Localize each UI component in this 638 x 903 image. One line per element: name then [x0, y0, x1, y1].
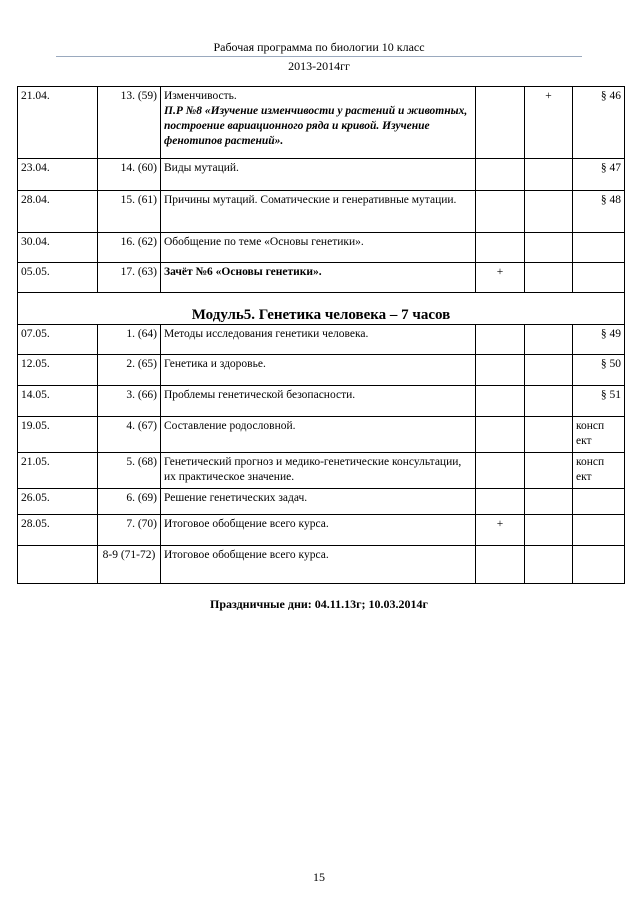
table-row	[18, 546, 625, 584]
table-row	[18, 233, 625, 263]
lesson-number: 7. (70)	[98, 515, 161, 546]
practical-mark	[525, 191, 573, 233]
lesson-number: 13. (59)	[98, 87, 161, 159]
lesson-number: 16. (62)	[98, 233, 161, 263]
control-mark	[476, 417, 525, 453]
practical-mark	[525, 386, 573, 417]
lesson-number: 2. (65)	[98, 355, 161, 386]
control-mark	[476, 546, 525, 584]
control-mark	[476, 233, 525, 263]
lesson-topic: Составление родословной.	[161, 417, 476, 453]
lesson-topic: Обобщение по теме «Основы генетики».	[161, 233, 476, 263]
control-mark	[476, 87, 525, 159]
textbook-paragraph: консп ект	[573, 453, 625, 489]
lesson-topic-text: Изменчивость.	[164, 90, 237, 102]
table-row	[18, 87, 625, 159]
control-mark: +	[476, 263, 525, 293]
lesson-topic: Зачёт №6 «Основы генетики».	[161, 263, 476, 293]
lesson-date	[18, 546, 98, 584]
practical-mark	[525, 233, 573, 263]
lesson-date: 07.05.	[18, 325, 98, 355]
lesson-date: 26.05.	[18, 489, 98, 515]
module-heading-row	[18, 293, 625, 325]
header-divider	[56, 56, 582, 57]
textbook-paragraph: § 50	[573, 355, 625, 386]
practical-mark	[525, 453, 573, 489]
table-row	[18, 191, 625, 233]
textbook-paragraph	[573, 263, 625, 293]
lesson-number: 5. (68)	[98, 453, 161, 489]
control-mark	[476, 159, 525, 191]
practical-mark	[525, 263, 573, 293]
lesson-topic: Причины мутаций. Соматические и генеративные мутации.	[161, 191, 476, 233]
page-number: 15	[313, 870, 325, 884]
lesson-date: 28.05.	[18, 515, 98, 546]
practical-mark	[525, 489, 573, 515]
lesson-date: 19.05.	[18, 417, 98, 453]
lesson-number: 8-9 (71-72)	[98, 546, 161, 584]
table-row	[18, 453, 625, 489]
lesson-number: 3. (66)	[98, 386, 161, 417]
control-mark	[476, 191, 525, 233]
textbook-paragraph: § 48	[573, 191, 625, 233]
lesson-date: 21.05.	[18, 453, 98, 489]
textbook-paragraph	[573, 233, 625, 263]
practical-mark	[525, 325, 573, 355]
module-heading: Модуль5. Генетика человека – 7 часов	[18, 293, 625, 325]
practical-mark	[525, 355, 573, 386]
practical-mark	[525, 417, 573, 453]
lesson-topic: Генетика и здоровье.	[161, 355, 476, 386]
lesson-topic: Итоговое обобщение всего курса.	[161, 515, 476, 546]
table-row	[18, 159, 625, 191]
lesson-topic: Виды мутаций.	[161, 159, 476, 191]
lesson-date: 05.05.	[18, 263, 98, 293]
lesson-date: 21.04.	[18, 87, 98, 159]
textbook-paragraph	[573, 515, 625, 546]
table-row	[18, 355, 625, 386]
lesson-topic: Проблемы генетической безопасности.	[161, 386, 476, 417]
lesson-date: 30.04.	[18, 233, 98, 263]
lesson-number: 17. (63)	[98, 263, 161, 293]
control-mark: +	[476, 515, 525, 546]
lesson-topic: Решение генетических задач.	[161, 489, 476, 515]
lesson-number: 4. (67)	[98, 417, 161, 453]
practical-work-text: П.Р №8 «Изучение изменчивости у растений и животных, построение вариационного ряда и кривой. Изучение фенотипов растений».	[164, 105, 468, 147]
control-mark	[476, 325, 525, 355]
table-row	[18, 489, 625, 515]
textbook-paragraph: § 47	[573, 159, 625, 191]
practical-mark: +	[525, 87, 573, 159]
table-row	[18, 263, 625, 293]
lesson-plan-table	[17, 86, 625, 584]
lesson-date: 23.04.	[18, 159, 98, 191]
control-mark	[476, 453, 525, 489]
document-header-title: Рабочая программа по биологии 10 класс	[213, 40, 425, 54]
lesson-number: 14. (60)	[98, 159, 161, 191]
practical-mark	[525, 159, 573, 191]
control-mark	[476, 355, 525, 386]
table-row	[18, 515, 625, 546]
textbook-paragraph: консп ект	[573, 417, 625, 453]
table-row	[18, 386, 625, 417]
table-row	[18, 417, 625, 453]
textbook-paragraph	[573, 489, 625, 515]
lesson-topic: Итоговое обобщение всего курса.	[161, 546, 476, 584]
document-header-year: 2013-2014гг	[288, 59, 350, 73]
lesson-number: 1. (64)	[98, 325, 161, 355]
lesson-date: 14.05.	[18, 386, 98, 417]
control-mark	[476, 489, 525, 515]
practical-mark	[525, 515, 573, 546]
textbook-paragraph	[573, 546, 625, 584]
table-row	[18, 325, 625, 355]
textbook-paragraph: § 49	[573, 325, 625, 355]
lesson-topic	[161, 87, 476, 159]
lesson-topic: Генетический прогноз и медико-генетические консультации, их практическое значение.	[161, 453, 476, 489]
lesson-number: 6. (69)	[98, 489, 161, 515]
holidays-note: Праздничные дни: 04.11.13г; 10.03.2014г	[209, 597, 428, 611]
lesson-topic: Методы исследования генетики человека.	[161, 325, 476, 355]
lesson-number: 15. (61)	[98, 191, 161, 233]
textbook-paragraph: § 46	[573, 87, 625, 159]
lesson-date: 28.04.	[18, 191, 98, 233]
practical-mark	[525, 546, 573, 584]
textbook-paragraph: § 51	[573, 386, 625, 417]
control-mark	[476, 386, 525, 417]
lesson-date: 12.05.	[18, 355, 98, 386]
